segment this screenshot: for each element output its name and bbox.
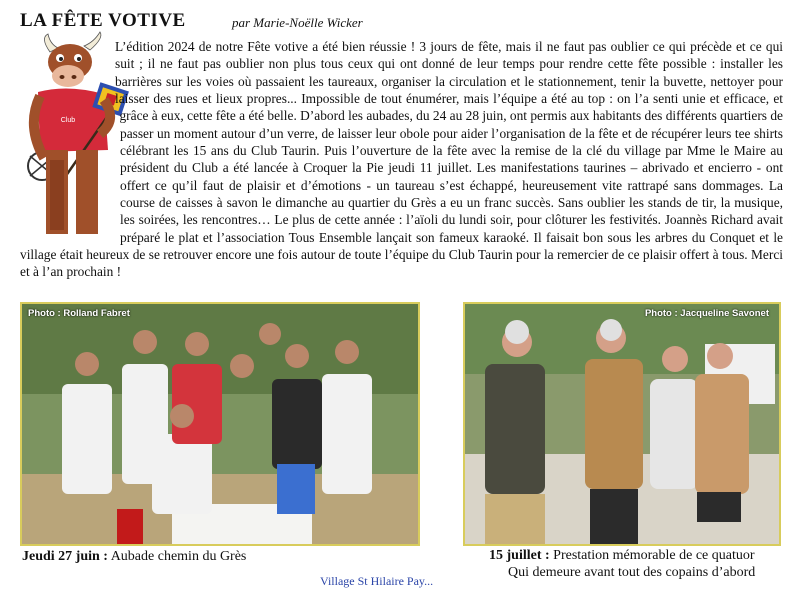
- photo-caption: [22, 549, 246, 565]
- photo-credit: Photo : Rolland Fabret: [28, 308, 130, 319]
- article-title: LA FÊTE VOTIVE: [20, 10, 186, 31]
- mascot-text-wrap: [20, 38, 120, 238]
- caption-date: Jeudi 27 juin :: [22, 549, 108, 564]
- caption-date: 15 juillet :: [489, 548, 550, 563]
- photo-caption: [489, 548, 755, 564]
- article-body-text: L’édition 2024 de notre Fête votive a été bien réussie ! 3 jours de fête, mais il ne faut pas oublier ce qui précède et ce qui suit ; il ne faut pas oublier non plus tous ceux qui ont donné de leur temps pour rendre cette fête possible : installer les barrières sur les voies où passaient les taureaux, organiser la circulation et le stationnement, tenir la buvette, nettoyer pour laisser des rues et lieux propres... Impossible de tout énumérer, mais l’équipe a été au top : on l’a senti unie et efficace, et grâce à eux, cette fête a été belle. D’abord les aubades, du 24 au 28 juin, ont permis aux habitants des différents quartiers de passer un moment autour d’un verre, de laisser leur obole pour aider l’organisation de la fête et de récupérer leurs tee shirts célébrant les 15 ans du Club Taurin. Puis l’ouverture de la fête avec la remise de la clé du village par Mme le Maire au président du Club a été lancée à Croquer la Pie jeudi 11 juillet. Les manifestations taurines – abrivado et encierro - ont offert ce qu’il faut de plaisir et d’émotions - un taureau s’est échappé, heureusement vite rattrapé sans dommages. La course de caisses à savon le dimanche au quartier du Grès a eu un franc succès. Sans oublier les stands de tir, la musique, les soirées, les rencontres… Le plus de cette année : l’aïoli du lundi soir, pour clôturer les festivités. Joannès Richard avait préparé le plat et l’association Tous Ensemble lançait son fameux karaoké. Il faisait bon sous les arbres du Conquet et le village était heureux de se retrouver encore une fois autour de toute l’équipe du Club Taurin pour la remercier de ce plaisir offert à tous. Merci et à l’an prochain !: [20, 39, 783, 280]
- photo-credit: Photo : Jacqueline Savonet: [644, 308, 769, 319]
- caption-text: Prestation mémorable de ce quatuor: [549, 548, 755, 563]
- photo-caption-line2: Qui demeure avant tout des copains d’abord: [508, 565, 756, 580]
- photo-quatuor: [463, 302, 781, 546]
- caption-text: Aubade chemin du Grès: [107, 549, 247, 564]
- article-byline: par Marie-Noëlle Wicker: [232, 15, 363, 30]
- article-body: [20, 38, 783, 281]
- quatuor-photo-illustration: [465, 304, 779, 544]
- footer-cutoff-text: Village St Hilaire Pay...: [320, 574, 434, 588]
- photo-aubade-group: [20, 302, 420, 546]
- svg-text:Club: Club: [60, 117, 76, 124]
- group-photo-illustration: [22, 304, 418, 544]
